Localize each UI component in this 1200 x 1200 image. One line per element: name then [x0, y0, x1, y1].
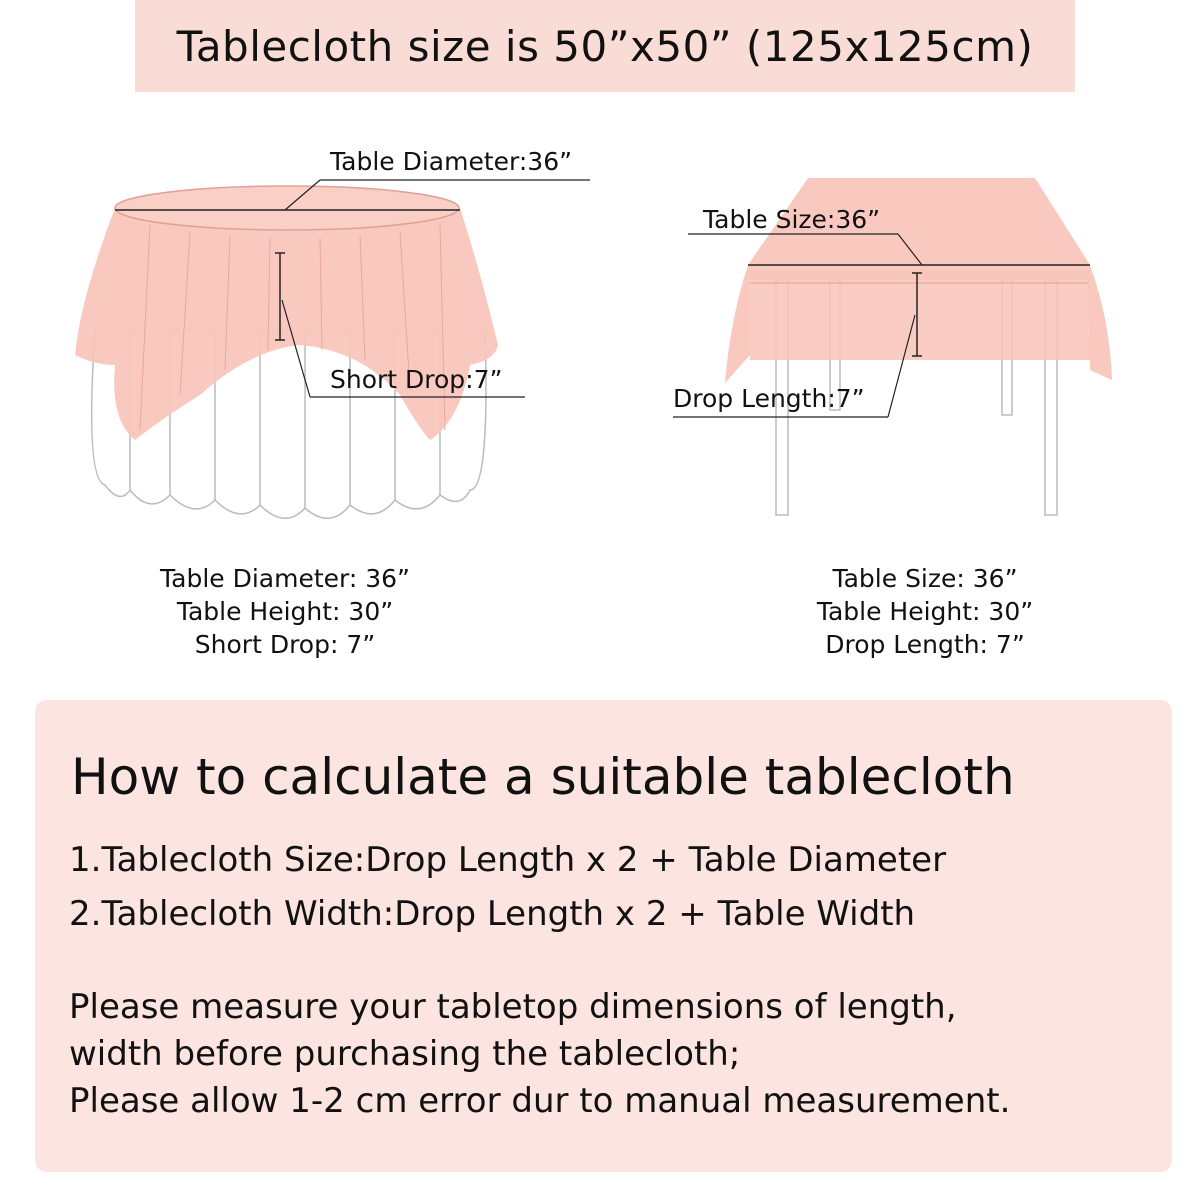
calculation-guide [35, 700, 1172, 1172]
square-table-specs [725, 562, 1125, 661]
note-line: width before purchasing the tablecloth; [69, 1034, 741, 1074]
spec-line: Table Diameter: 36” [160, 564, 410, 593]
round-table-specs [85, 562, 485, 661]
spec-line: Table Height: 30” [176, 597, 394, 626]
title: Tablecloth size is 50”x50” (125x125cm) [176, 21, 1034, 71]
spec-line: Short Drop: 7” [194, 630, 376, 659]
guide-note [69, 984, 1010, 1125]
guide-step: 2.Tablecloth Width:Drop Length x 2 + Table Width [69, 894, 916, 934]
note-line: Please measure your tabletop dimensions of length, [69, 987, 957, 1027]
round-drop-label: Short Drop:7” [330, 365, 503, 394]
note-line: Please allow 1-2 cm error dur to manual measurement. [69, 1081, 1011, 1121]
spec-line: Table Height: 30” [816, 597, 1034, 626]
tablecloth-diagrams [0, 100, 1200, 540]
round-diameter-label: Table Diameter:36” [330, 147, 573, 176]
spec-line: Drop Length: 7” [825, 630, 1025, 659]
square-table-illustration [673, 178, 1112, 515]
spec-line: Table Size: 36” [832, 564, 1018, 593]
guide-step: 1.Tablecloth Size:Drop Length x 2 + Table Diameter [69, 840, 947, 880]
guide-heading: How to calculate a suitable tablecloth [71, 748, 1015, 806]
round-table-illustration [75, 147, 590, 518]
square-drop-label: Drop Length:7” [673, 384, 865, 413]
square-size-label: Table Size:36” [703, 205, 881, 234]
title-banner [135, 0, 1075, 92]
